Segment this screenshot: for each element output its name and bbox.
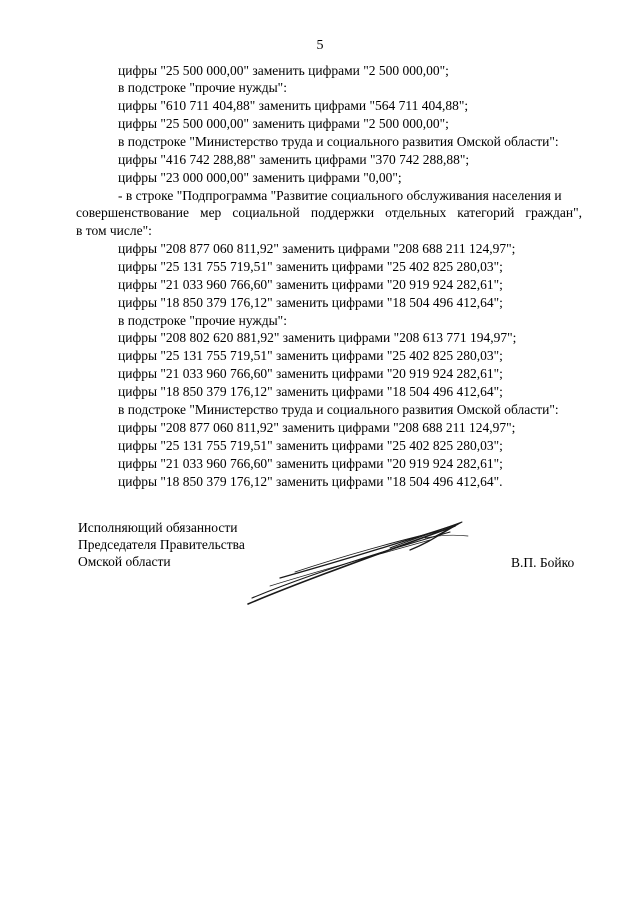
amendment-line: цифры "18 850 379 176,12" заменить цифрами "18 504 496 412,64"; <box>118 384 503 399</box>
signatory-title-line: Исполняющий обязанности <box>78 520 238 535</box>
signatory-title <box>78 519 245 570</box>
section-heading: - в строке "Подпрограмма "Развитие социального обслуживания населения и <box>118 188 562 203</box>
section-heading-continuation: в том числе": <box>76 223 152 238</box>
amendment-line: цифры "416 742 288,88" заменить цифрами "370 742 288,88"; <box>118 152 470 167</box>
subsection-heading: в подстроке "Министерство труда и социального развития Омской области": <box>118 402 559 417</box>
amendment-line: цифры "21 033 960 766,60" заменить цифрами "20 919 924 282,61"; <box>118 456 503 471</box>
signatory-title-line: Омской области <box>78 554 171 569</box>
amendment-line: цифры "25 131 755 719,51" заменить цифрами "25 402 825 280,03"; <box>118 438 503 453</box>
amendment-line: цифры "25 131 755 719,51" заменить цифрами "25 402 825 280,03"; <box>118 259 503 274</box>
signatory-title-line: Председателя Правительства <box>78 537 245 552</box>
amendment-line: цифры "25 500 000,00" заменить цифрами "2 500 000,00"; <box>118 63 449 78</box>
amendment-line: цифры "610 711 404,88" заменить цифрами "564 711 404,88"; <box>118 98 469 113</box>
subsection-heading: в подстроке "Министерство труда и социального развития Омской области": <box>118 134 559 149</box>
subsection-heading: в подстроке "прочие нужды": <box>118 313 287 328</box>
amendment-line: цифры "208 877 060 811,92" заменить цифрами "208 688 211 124,97"; <box>118 420 516 435</box>
amendment-line: цифры "21 033 960 766,60" заменить цифрами "20 919 924 282,61"; <box>118 277 503 292</box>
subsection-heading: в подстроке "прочие нужды": <box>118 80 287 95</box>
section-heading-continuation: совершенствование мер социальной поддержки отдельных категорий граждан", <box>76 205 582 220</box>
amendment-line: цифры "23 000 000,00" заменить цифрами "0,00"; <box>118 170 402 185</box>
amendment-line: цифры "21 033 960 766,60" заменить цифрами "20 919 924 282,61"; <box>118 366 503 381</box>
page-number: 5 <box>316 38 324 53</box>
amendment-line: цифры "25 131 755 719,51" заменить цифрами "25 402 825 280,03"; <box>118 348 503 363</box>
amendment-line: цифры "25 500 000,00" заменить цифрами "2 500 000,00"; <box>118 116 449 131</box>
signer-name: В.П. Бойко <box>511 555 575 570</box>
amendment-line: цифры "18 850 379 176,12" заменить цифрами "18 504 496 412,64". <box>118 474 503 489</box>
handwritten-signature <box>240 512 490 612</box>
amendment-line: цифры "208 877 060 811,92" заменить цифрами "208 688 211 124,97"; <box>118 241 516 256</box>
amendment-line: цифры "18 850 379 176,12" заменить цифрами "18 504 496 412,64"; <box>118 295 503 310</box>
amendment-line: цифры "208 802 620 881,92" заменить цифрами "208 613 771 194,97"; <box>118 330 517 345</box>
